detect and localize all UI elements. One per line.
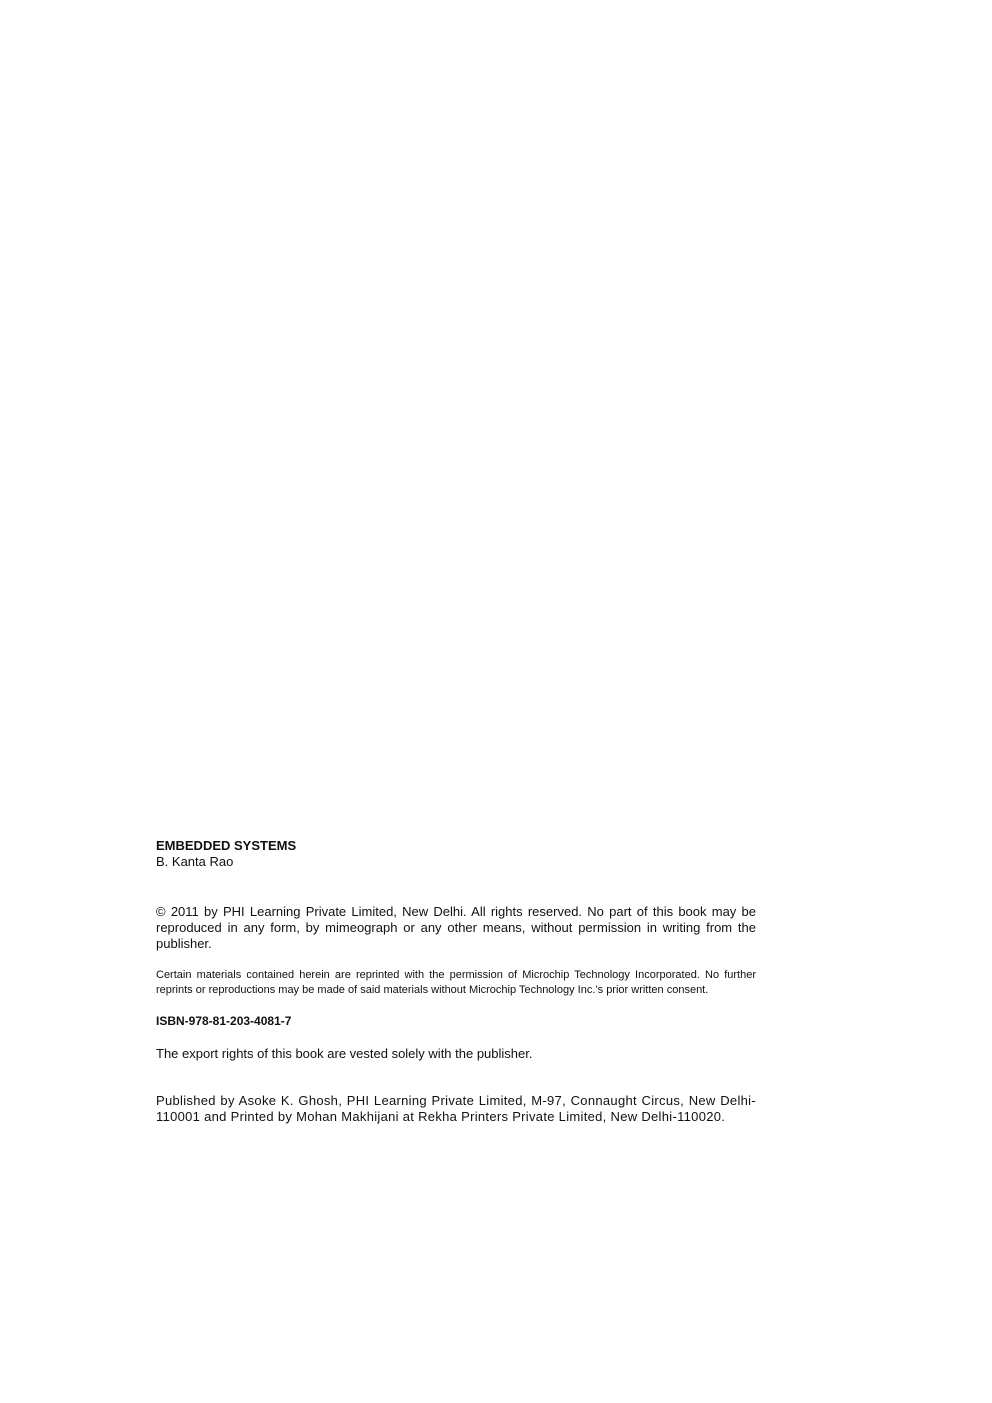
publisher-printer-info: Published by Asoke K. Ghosh, PHI Learning Private Limited, M-97, Connaught Circus, New Delhi-110001 and Printed by Mohan Makhijani at Rekha Printers Private Limited, New Delhi-110020. (156, 1093, 756, 1124)
book-author: B. Kanta Rao (156, 854, 234, 869)
copyright-notice: © 2011 by PHI Learning Private Limited, New Delhi. All rights reserved. No part of this book may be reproduced in any form, by mimeograph or any other means, without permission in writing from the publisher. (156, 904, 756, 951)
book-title: EMBEDDED SYSTEMS (156, 838, 297, 853)
copyright-page-block (156, 838, 756, 1125)
export-rights-notice: The export rights of this book are vested solely with the publisher. (156, 1046, 533, 1061)
isbn: ISBN-978-81-203-4081-7 (156, 1014, 292, 1028)
materials-permission-notice: Certain materials contained herein are reprinted with the permission of Microchip Technology Incorporated. No further reprints or reproductions may be made of said materials without Microchip Technology Inc.’s prior written consent. (156, 969, 756, 996)
